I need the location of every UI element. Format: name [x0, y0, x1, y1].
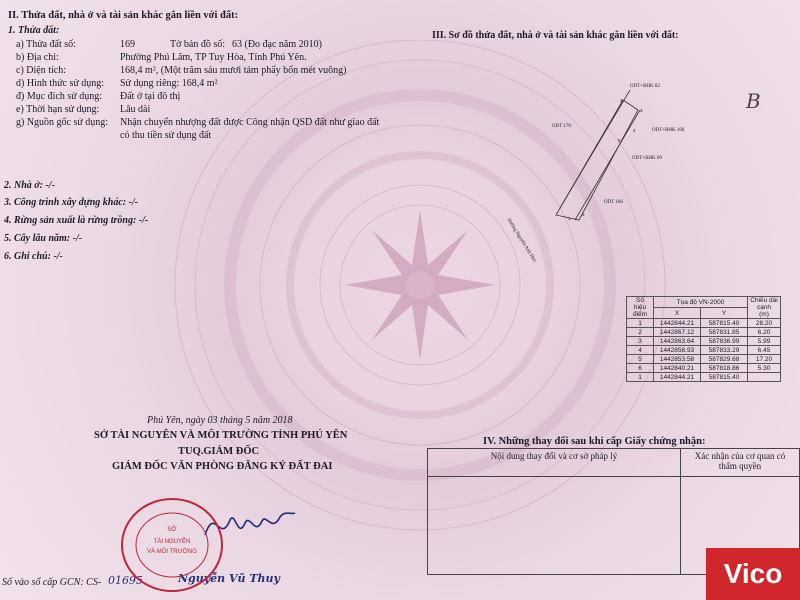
certificate-number-value: 01695 — [108, 574, 143, 587]
origin-label: g) Nguồn gốc sử dụng: — [16, 117, 109, 128]
origin-value: Nhận chuyển nhượng đất được Công nhận QSD đất như giao đất — [120, 117, 380, 128]
perennial-tree-line: 5. Cây lâu năm: -/- — [4, 233, 83, 244]
coords-row — [627, 328, 781, 337]
vico-logo: Vico — [706, 548, 800, 600]
coords-cell: 1442840.21 — [654, 364, 701, 373]
north-arrow-icon — [742, 88, 768, 114]
coords-cell: 1442863.64 — [654, 337, 701, 346]
house-line: 2. Nhà ở: -/- — [4, 180, 55, 191]
coords-cell: 3 — [627, 337, 654, 346]
changes-col-content: Nội dung thay đổi và cơ sở pháp lý — [428, 449, 681, 477]
coords-row — [627, 337, 781, 346]
coords-cell: 1442844.21 — [654, 373, 701, 382]
coords-cell: 587836.99 — [701, 337, 748, 346]
origin-value-cont: có thu tiền sử dụng đất — [120, 130, 212, 141]
coords-cell: 1442867.12 — [654, 328, 701, 337]
coords-row — [627, 373, 781, 382]
svg-text:6: 6 — [582, 212, 585, 217]
plot-number-label: a) Thửa đất số: — [16, 39, 76, 50]
coords-cell: 587831.85 — [701, 328, 748, 337]
coords-row — [627, 355, 781, 364]
svg-text:2: 2 — [620, 98, 623, 103]
coords-cell: 587815.40 — [701, 319, 748, 328]
map-sheet-label: Tờ bản đồ số: — [170, 39, 226, 50]
coords-cell: 587815.40 — [701, 373, 748, 382]
address-label: b) Địa chỉ: — [16, 52, 59, 63]
section-2-title: II. Thửa đất, nhà ở và tài sản khác gắn liền với đất: — [8, 10, 239, 21]
usage-form-value: Sử dụng riêng: 168,4 m² — [120, 78, 218, 89]
place-date: Phú Yên, ngày 03 tháng 5 năm 2018 — [147, 415, 293, 426]
coords-header-point: Số hiệu điểm — [627, 297, 654, 319]
usage-purpose-value: Đất ở tại đô thị — [120, 91, 181, 102]
map-sheet-value: 63 (Đo đạc năm 2010) — [232, 39, 322, 50]
neighbor-odt168: ODT+BHK 168 — [652, 128, 685, 133]
changes-col-confirm: Xác nhận của cơ quan có thẩm quyền — [681, 449, 800, 477]
usage-purpose-label: đ) Mục đích sử dụng: — [16, 91, 102, 102]
coords-header-x: X — [654, 308, 701, 319]
coords-row — [627, 319, 781, 328]
coords-row — [627, 346, 781, 355]
coords-cell: 6 — [627, 364, 654, 373]
official-seal-icon — [118, 495, 226, 595]
coords-cell: 1442853.58 — [654, 355, 701, 364]
coords-cell: 1 — [627, 319, 654, 328]
coords-cell: 1442844.21 — [654, 319, 701, 328]
section-3-title: III. Sơ đồ thửa đất, nhà ở và tài sản khác gắn liền với đất: — [432, 30, 679, 41]
coords-cell: 5 — [627, 355, 654, 364]
usage-term-label: e) Thời hạn sử dụng: — [16, 104, 100, 115]
coords-cell: 587833.29 — [701, 346, 748, 355]
coords-cell: 1 — [627, 373, 654, 382]
coords-header-length: Chiều dài cạnh (m) — [748, 297, 781, 319]
road-label: Đường Nguyễn Anh Hào — [505, 218, 537, 264]
svg-text:SỞ: SỞ — [167, 527, 177, 533]
coords-cell: 6.20 — [748, 328, 781, 337]
coords-cell: 2 — [627, 328, 654, 337]
certificate-number-label: Số vào sổ cấp GCN: CS- — [2, 577, 102, 588]
area-label: c) Diện tích: — [16, 65, 66, 76]
svg-text:3: 3 — [640, 108, 643, 113]
coords-cell — [748, 373, 781, 382]
coords-cell: 28.20 — [748, 319, 781, 328]
coords-cell: 5.30 — [748, 364, 781, 373]
coords-header-y: Y — [701, 308, 748, 319]
note-line: 6. Ghi chú: -/- — [4, 251, 63, 262]
neighbor-odt166: ODT 166 — [604, 200, 623, 205]
svg-text:1: 1 — [568, 216, 571, 221]
neighbor-odt82: ODT+BHK 82 — [630, 84, 660, 89]
svg-text:VÀ MÔI TRƯỜNG: VÀ MÔI TRƯỜNG — [147, 549, 197, 555]
area-value: 168,4 m², (Một trăm sáu mươi tám phẩy bốn mét vuông) — [120, 65, 347, 76]
coords-cell: 5.99 — [748, 337, 781, 346]
svg-text:4: 4 — [633, 128, 636, 133]
coords-cell: 6.45 — [748, 346, 781, 355]
signer-name: Nguyễn Vũ Thuy — [178, 572, 280, 585]
usage-term-value: Lâu dài — [120, 104, 151, 115]
coords-header-vn2000: Tọa độ VN-2000 — [654, 297, 748, 308]
section-4-title: IV. Những thay đổi sau khi cấp Giấy chứng nhận: — [483, 436, 706, 447]
other-construction-line: 3. Công trình xây dựng khác: -/- — [4, 197, 139, 208]
svg-text:TÀI NGUYÊN: TÀI NGUYÊN — [153, 539, 191, 545]
changes-content-cell — [428, 477, 681, 575]
coords-cell: 4 — [627, 346, 654, 355]
planted-forest-line: 4. Rừng sản xuất là rừng trồng: -/- — [4, 215, 149, 226]
coords-cell: 587818.86 — [701, 364, 748, 373]
neighbor-odt170: ODT 170 — [552, 124, 571, 129]
plot-sketch-map — [500, 80, 680, 230]
coords-cell: 1442858.93 — [654, 346, 701, 355]
land-plot-heading: 1. Thửa đất: — [8, 25, 60, 36]
plot-number-value: 169 — [120, 39, 135, 50]
authorization-title: TUQ.GIÁM ĐỐC — [178, 446, 260, 457]
coords-cell: 17.20 — [748, 355, 781, 364]
svg-text:5: 5 — [618, 138, 621, 143]
coords-row — [627, 364, 781, 373]
coords-cell: 587829.68 — [701, 355, 748, 364]
coordinates-table — [626, 296, 781, 382]
svg-text:B: B — [746, 89, 761, 113]
issuing-department: SỞ TÀI NGUYÊN VÀ MÔI TRƯỜNG TỈNH PHÚ YÊN — [94, 430, 348, 441]
usage-form-label: d) Hình thức sử dụng: — [16, 78, 105, 89]
neighbor-odt69: ODT+BHK 69 — [632, 156, 662, 161]
signer-office: GIÁM ĐỐC VĂN PHÒNG ĐĂNG KÝ ĐẤT ĐAI — [112, 461, 333, 472]
address-value: Phường Phú Lâm, TP Tuy Hòa, Tỉnh Phú Yên. — [120, 52, 307, 63]
